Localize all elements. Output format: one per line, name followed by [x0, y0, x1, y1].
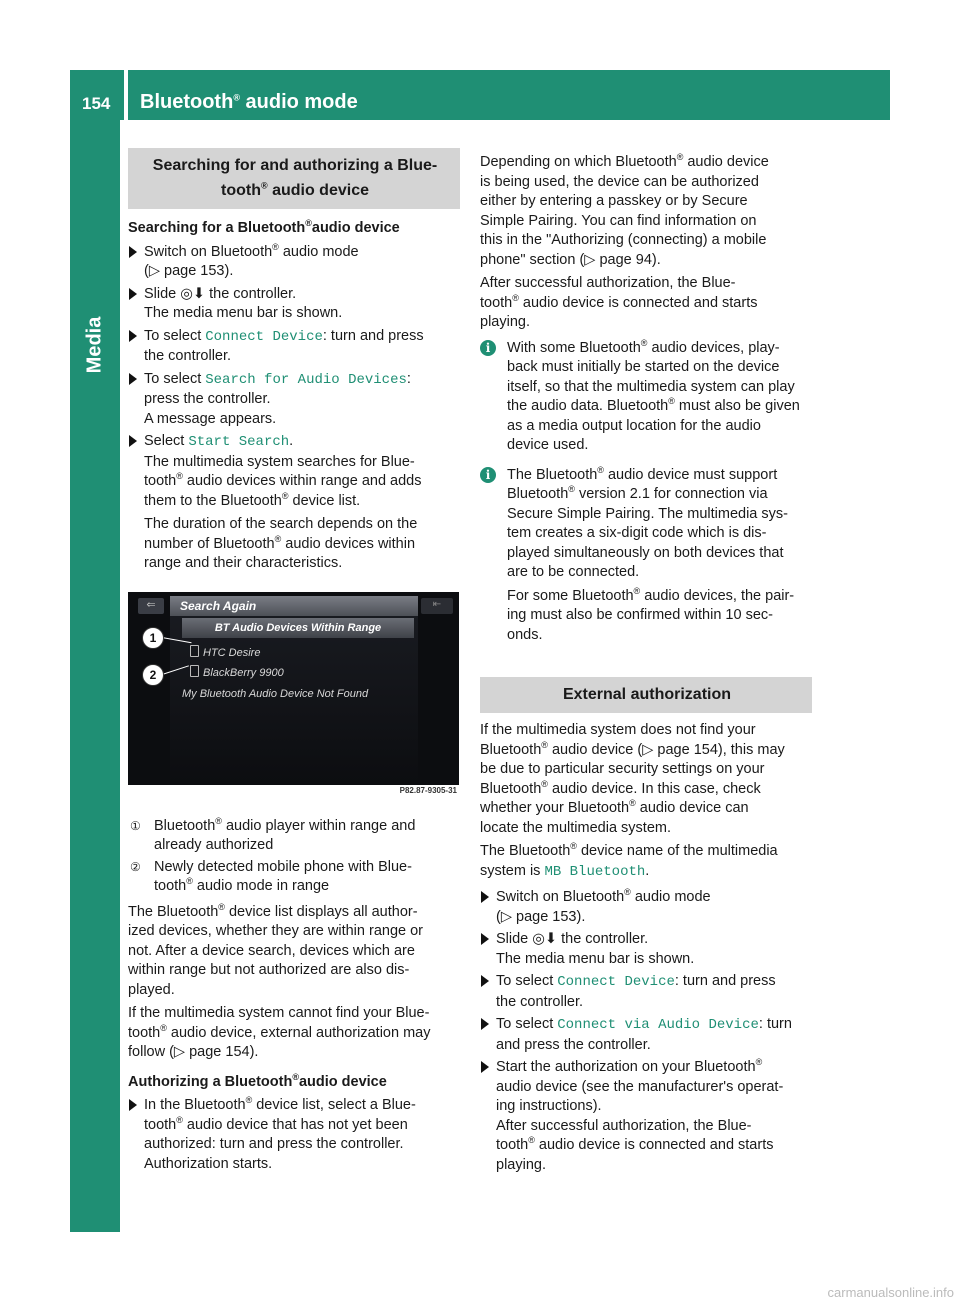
paragraph-not-found: If the multimedia system does not find your Bluetooth® audio device (▷ page 154), this may be due to particular security settings on your Bluetooth® audio device. In this case, check whether your Bluetooth® audio device can locate the multimedia system.: [480, 722, 785, 836]
header-separator: [124, 70, 128, 120]
figure-reference: P82.87-9305-31: [399, 785, 457, 795]
device-name-mb-bluetooth: MB Bluetooth: [544, 863, 646, 880]
step-start-search: Select Start Search. The multimedia system searches for Blue- tooth® audio devices within range and adds them to the Bluetooth® device list. The duration of the search depends on the number of Bluetooth® audio devices within range and their characteristics.: [128, 432, 460, 574]
watermark: carmanualsonline.info: [827, 1285, 954, 1300]
phone-icon: [190, 665, 199, 677]
left-column: [128, 148, 460, 1177]
search-duration-note: The duration of the search depends on the number of Bluetooth® audio devices within range and their characteristics.: [144, 516, 418, 571]
info-icon: i: [480, 467, 496, 483]
step-arrow-icon: [129, 330, 137, 342]
back-icon: ⇐: [138, 598, 164, 614]
page-title: Bluetooth® audio mode: [140, 91, 358, 113]
step-arrow-icon: [129, 288, 137, 300]
paragraph-cannot-find: If the multimedia system cannot find your Blue- tooth® audio device, external authorization may follow (▷ page 154).: [128, 1005, 431, 1060]
page-number: 154: [82, 94, 111, 113]
paragraph-device-name: The Bluetooth® device name of the multimedia system is MB Bluetooth.: [480, 841, 778, 880]
controller-slide-icon: ◎⬇: [532, 931, 558, 947]
phone-icon: [190, 645, 199, 657]
section-heading-external: External authorization: [480, 677, 812, 713]
menu-item-start-search: Start Search: [188, 434, 290, 450]
paragraph-after-authorization: After successful authorization, the Blue- tooth® audio device is connected and starts playing.: [480, 275, 758, 330]
legend-item-2: ② Newly detected mobile phone with Blue- tooth® audio mode in range: [130, 858, 412, 894]
step-select-connect-device-2: To select Connect Device: turn and press the controller.: [480, 972, 812, 1012]
info-note-playback: i With some Bluetooth® audio devices, play- back must initially be started on the device itself, so that the multimedia system can play the audio data. Bluetooth® must also be given as a media output location for the audio device used.: [480, 339, 812, 456]
search-again-bar: Search Again: [170, 596, 418, 616]
step-select-connect-device: To select Connect Device: turn and press the controller.: [128, 327, 460, 367]
section-heading-search: Searching for and authorizing a Blue- tooth® audio device: [128, 148, 460, 209]
info-icon: i: [480, 340, 496, 356]
device-list-screenshot: [128, 592, 459, 797]
right-column: [480, 153, 812, 1178]
step-arrow-icon: [481, 1018, 489, 1030]
screenshot-footer: [128, 785, 459, 797]
menu-tab-icon: ⇤: [421, 598, 453, 614]
step-start-authorization: Start the authorization on your Bluetooth® audio device (see the manufacturer's operat- ing instructions). After successful authorization, the Blue- tooth® audio device is connected and starts playing.: [480, 1058, 812, 1175]
device-htc-desire: HTC Desire: [190, 644, 260, 664]
subheading-searching: Searching for a Bluetooth®audio device: [128, 218, 400, 236]
step-slide-controller: Slide ◎⬇ the controller. The media menu bar is shown.: [128, 285, 460, 324]
device-blackberry: BlackBerry 9900: [190, 664, 284, 684]
step-arrow-icon: [129, 246, 137, 258]
step-arrow-icon: [129, 1099, 137, 1111]
paragraph-device-list: The Bluetooth® device list displays all author- ized devices, whether they are within range or not. After a device search, devices which are within range but not authorized are also dis- played.: [128, 901, 423, 998]
step-arrow-icon: [481, 975, 489, 987]
subheading-authorizing: Authorizing a Bluetooth®audio device: [128, 1071, 387, 1090]
devices-in-range-highlight: BT Audio Devices Within Range: [182, 618, 414, 638]
step-arrow-icon: [129, 435, 137, 447]
legend-item-1: ① Bluetooth® audio player within range and already authorized: [130, 815, 416, 853]
step-arrow-icon: [481, 891, 489, 903]
info-note-version: i The Bluetooth® audio device must support Bluetooth® version 2.1 for connection via Secure Simple Pairing. The multimedia sys- tem creates a six-digit code which is dis- played simultaneously on both devices that are to be connected. For some Bluetooth® audio devices, the pair- ing must also be confirmed within 10 sec- onds.: [480, 466, 812, 646]
page-header: [70, 70, 890, 120]
step-switch-on: Switch on Bluetooth® audio mode (▷ page 153).: [128, 243, 460, 282]
step-select-search: To select Search for Audio Devices: press the controller. A message appears.: [128, 370, 460, 430]
callout-2: 2: [142, 664, 164, 686]
paragraph-authorization-methods: Depending on which Bluetooth® audio device is being used, the device can be authorized either by entering a passkey or by Secure Simple Pairing. You can find information on this in the "Authorizing (connecting) a mobile phone" section (▷ page 94).: [480, 152, 769, 268]
menu-item-connect-device: Connect Device: [205, 328, 323, 345]
controller-slide-icon: ◎⬇: [180, 285, 206, 302]
callout-1: 1: [142, 627, 164, 649]
step-arrow-icon: [129, 373, 137, 385]
step-switch-on-2: Switch on Bluetooth® audio mode (▷ page 153).: [480, 888, 812, 927]
chapter-label: Media: [83, 316, 106, 374]
menu-item-search-audio-devices: Search for Audio Devices: [205, 371, 407, 388]
chapter-sidebar: [70, 120, 120, 1232]
step-slide-controller-2: Slide ◎⬇ the controller. The media menu bar is shown.: [480, 930, 812, 969]
device-not-found: My Bluetooth Audio Device Not Found: [182, 687, 369, 700]
screen-panel: [170, 596, 418, 786]
step-arrow-icon: [481, 933, 489, 945]
menu-item-connect-device: Connect Device: [557, 974, 675, 990]
step-select-device: In the Bluetooth® device list, select a Blue- tooth® audio device that has not yet been authorized: turn and press the controller. Authorization starts.: [128, 1096, 460, 1174]
step-arrow-icon: [481, 1061, 489, 1073]
step-select-connect-via-audio: To select Connect via Audio Device: turn and press the controller.: [480, 1015, 812, 1055]
menu-item-connect-via-audio-device: Connect via Audio Device: [557, 1017, 759, 1033]
